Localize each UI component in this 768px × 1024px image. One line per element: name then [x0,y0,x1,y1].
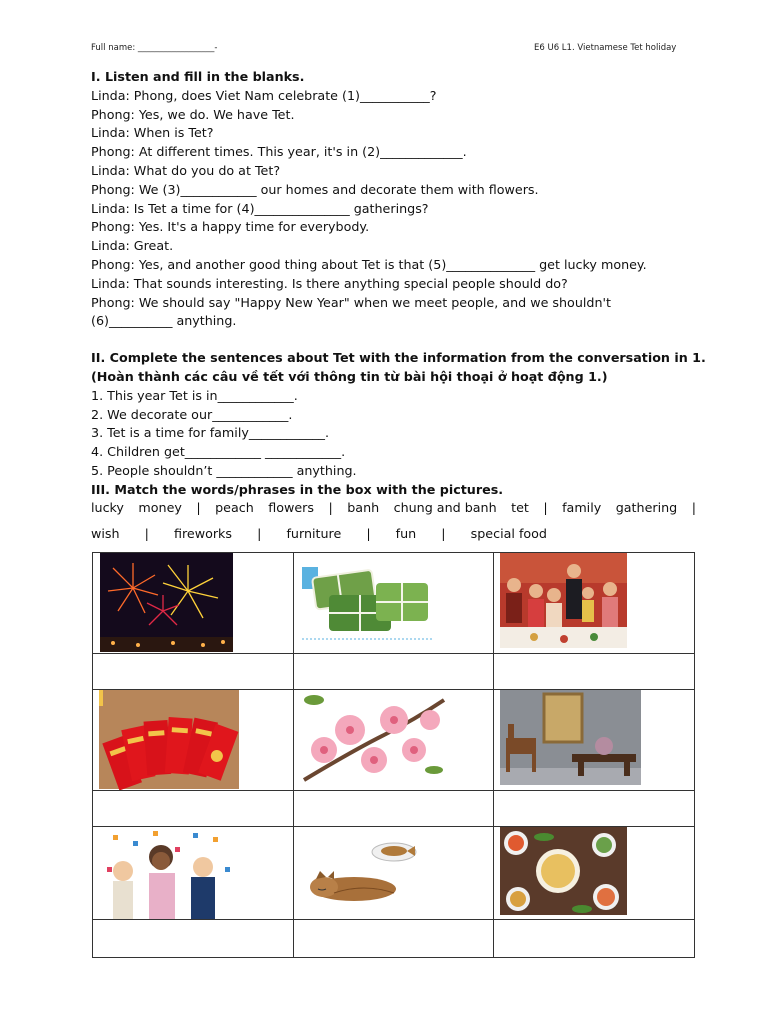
section-2-subtitle: (Hoàn thành các câu về tết với thông tin từ bài hội thoại ở hoạt động 1.) [91,368,608,384]
picture-cell [494,553,695,654]
picture-cell [293,553,494,654]
answer-cell[interactable] [93,920,294,958]
sentence-item: 3. Tet is a time for family____________. [91,425,330,441]
word: chung and banh [393,500,497,515]
section-1-title: I. Listen and fill in the blanks. [91,69,305,84]
separator: | [543,500,548,515]
dialogue-line: Linda: Great. [91,238,174,254]
picture-cell [494,827,695,920]
dialogue-line: Linda: Phong, does Viet Nam celebrate (1)___________? [91,87,437,103]
word: wish [91,526,120,541]
word: fun [395,526,417,541]
dialogue-line: Linda: That sounds interesting. Is there anything special people should do? [91,275,568,291]
word: banh [347,500,380,515]
separator: | [257,526,262,541]
dialogue-line: Phong: Yes, and another good thing about Tet is that (5)______________ get lucky money. [91,256,647,272]
lucky-money-picture [93,690,293,790]
word: lucky [91,500,124,515]
word-box-row-1 [91,500,696,526]
answer-cell[interactable] [93,654,294,690]
answer-cell[interactable] [293,791,494,827]
word: furniture [286,526,342,541]
special-food-picture [494,827,694,919]
picture-cell [293,827,494,920]
separator: | [441,526,446,541]
kids-fun-picture [93,827,293,919]
picture-cell [293,690,494,791]
dialogue-line: Phong: Yes, we do. We have Tet. [91,106,295,122]
separator: | [196,500,201,515]
separator: | [144,526,149,541]
picture-cell [93,827,294,920]
word: fireworks [173,526,233,541]
peach-flowers-picture [294,690,494,790]
answer-cell[interactable] [293,654,494,690]
banh-chung-picture [294,553,494,653]
answer-cell[interactable] [494,791,695,827]
word: peach [215,500,254,515]
separator: | [328,500,333,515]
full-name-field: Full name: __________________- [91,43,218,53]
dialogue-line: Linda: What do you do at Tet? [91,162,281,178]
section-3-title: III. Match the words/phrases in the box with the pictures. [91,481,504,497]
answer-cell[interactable] [494,654,695,690]
section-2-title: II. Complete the sentences about Tet with the information from the conversation in 1. [91,350,706,366]
word: gathering [615,500,678,515]
word: family [562,500,602,515]
word: flowers [268,500,315,515]
dialogue-line: Linda: Is Tet a time for (4)_______________ gatherings? [91,200,429,216]
fireworks-picture [93,553,293,653]
sentence-item: 4. Children get____________ ____________. [91,444,346,460]
dialogue-line: Phong: We should say "Happy New Year" when we meet people, and we shouldn't (6)__________ anything. [91,294,611,329]
picture-grid [92,552,695,958]
dialogue-line: Phong: We (3)____________ our homes and decorate them with flowers. [91,181,539,197]
lesson-title: E6 U6 L1. Vietnamese Tet holiday [534,43,677,53]
answer-cell[interactable] [293,920,494,958]
word-box-row-2 [91,526,547,541]
sleeping-cat-picture [294,827,494,919]
word: money [138,500,182,515]
dialogue-line: Phong: Yes. It's a happy time for everybody. [91,219,370,235]
dialogue-line: Phong: At different times. This year, it's in (2)_____________. [91,144,467,160]
answer-cell[interactable] [494,920,695,958]
word: tet [511,500,529,515]
answer-cell[interactable] [93,791,294,827]
picture-cell [93,690,294,791]
sentence-item: 2. We decorate our____________. [91,406,293,422]
word-box [91,500,696,541]
worksheet-body [91,68,706,500]
family-gathering-picture [494,553,694,653]
picture-cell [494,690,695,791]
separator: | [366,526,371,541]
sentence-item: 1. This year Tet is in____________. [91,387,298,403]
picture-cell [93,553,294,654]
separator: | [691,500,696,515]
word: special food [470,526,547,541]
furniture-picture [494,690,694,790]
dialogue-line: Linda: When is Tet? [91,125,214,141]
sentence-item: 5. People shouldn’t ____________ anything. [91,462,357,478]
